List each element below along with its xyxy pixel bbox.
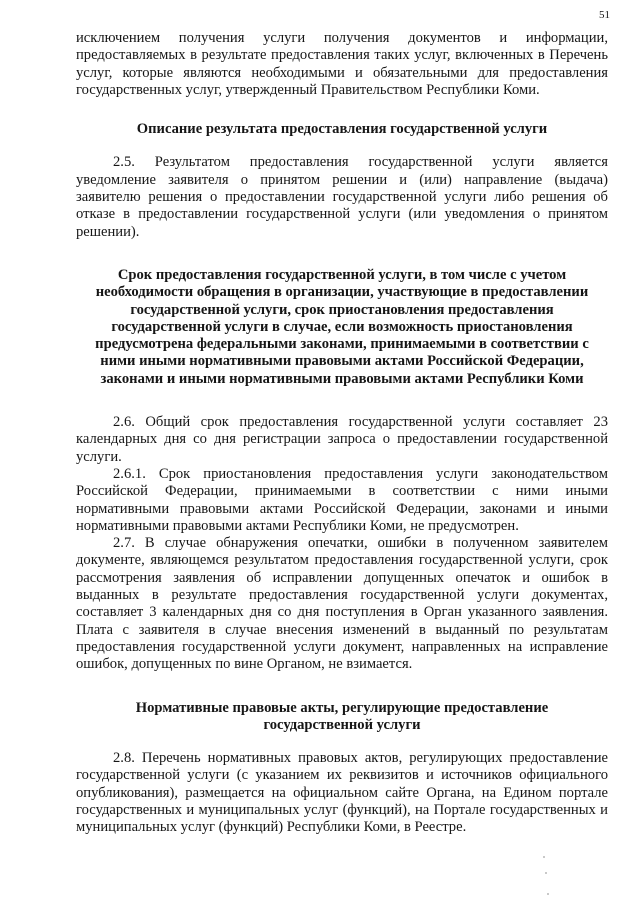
scan-speck (547, 893, 549, 895)
scan-speck (545, 872, 547, 874)
paragraph-2-7: 2.7. В случае обнаружения опечатки, ошибки в полученном заявителем документе, являющемся результатом предоставления государственной услуги, срок рассмотрения заявления об исправлении допущенных опечаток и ошибок в выданных в результате предоставления государственной услуги документах, составляет 3 календарных дня со дня поступления в Орган указанного заявления. Плата с заявителя в случае внесения изменений в выданный по результатам предоставления государственной услуги документ, направленных на исправление ошибок, допущенных по вине Органом, не взимается. (76, 535, 608, 673)
heading-service-term: Срок предоставления государственной услуги, в том числе с учетом необходимости обращения в организации, участвующие в предоставлении государственной услуги, срок приостановления предоставления государственной услуги в случае, если возможность приостановления предусмотрена федеральными законами, принимаемыми в соответствии с ними иными нормативными правовыми актами Российской Федерации, законами и иными нормативными правовыми актами Республики Коми (95, 266, 589, 387)
heading-legal-acts: Нормативные правовые акты, регулирующие предоставление государственной услуги (135, 699, 549, 733)
document-body (76, 30, 608, 837)
heading-result-description: Описание результата предоставления государственной услуги (136, 121, 548, 138)
paragraph-2-8: 2.8. Перечень нормативных правовых актов, регулирующих предоставление государственной услуги (с указанием их реквизитов и источников официального опубликования), размещается на официальном сайте Органа, на Едином портале государственных и муниципальных услуг (функций), на Портале государственных и муниципальных услуг (функций) Республики Коми, в Реестре. (76, 750, 608, 836)
scan-speck (543, 856, 545, 858)
paragraph-2-6: 2.6. Общий срок предоставления государственной услуги составляет 23 календарных дня со дня регистрации запроса о предоставлении государственной услуги. (76, 414, 608, 465)
page-number: 51 (599, 9, 610, 21)
paragraph-2-6-1: 2.6.1. Срок приостановления предоставления услуги законодательством Российской Федерации, принимаемыми в соответствии с ними иными нормативными правовыми актами Российской Федерации, законами и иными нормативными правовыми актами Республики Коми, не предусмотрен. (76, 465, 608, 534)
paragraph-2-5: 2.5. Результатом предоставления государственной услуги является уведомление заявителя о принятом решении и (или) направление (выдача) заявителю решения о предоставлении государственной услуги либо решения об отказе в предоставлении государственной услуги (или уведомления о принятом решении). (76, 154, 608, 240)
paragraph-intro: исключением получения услуги получения документов и информации, предоставляемых в результате предоставления таких услуг, включенных в Перечень услуг, которые являются необходимыми и обязательными для предоставления государственных услуг, утвержденный Правительством Республики Коми. (76, 30, 608, 98)
